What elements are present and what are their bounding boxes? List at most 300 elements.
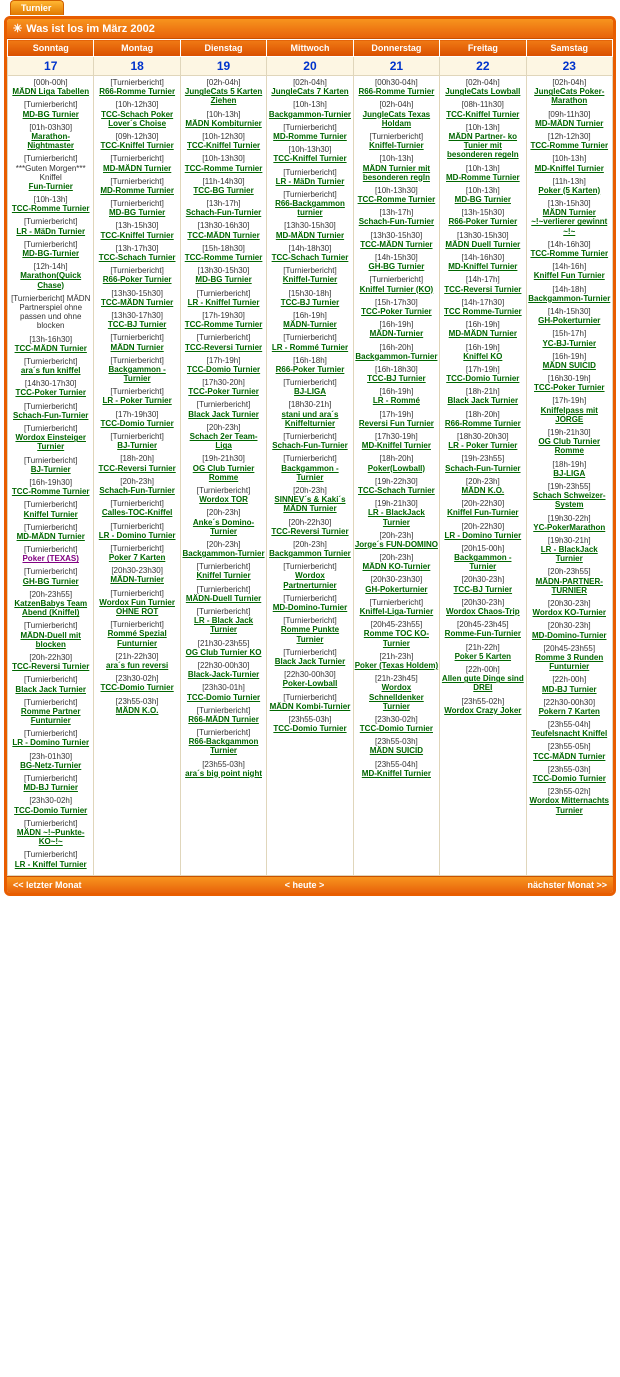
event-link[interactable]: LR - Poker Turnier bbox=[448, 441, 518, 451]
event-link[interactable]: Wordox KO-Turnier bbox=[532, 608, 606, 618]
event-item[interactable] bbox=[95, 154, 178, 172]
event-link[interactable]: TCC-Kniffel Turnier bbox=[446, 109, 520, 119]
event-item[interactable] bbox=[95, 454, 178, 472]
event-item[interactable] bbox=[268, 540, 351, 558]
event-link[interactable]: SINNEV´s & Kaki´s MÄDN Turnier bbox=[274, 495, 346, 514]
event-item[interactable] bbox=[9, 123, 92, 151]
event-item[interactable] bbox=[441, 365, 524, 383]
event-link[interactable]: Schach-Fun-Turnier bbox=[445, 463, 521, 473]
event-item[interactable] bbox=[95, 652, 178, 670]
event-item[interactable] bbox=[355, 343, 438, 361]
event-item[interactable] bbox=[528, 352, 611, 370]
event-link[interactable]: YC-BJ-Turnier bbox=[542, 338, 597, 348]
event-item[interactable] bbox=[528, 599, 611, 617]
event-link[interactable]: Poker (5 Karten) bbox=[538, 185, 601, 195]
event-item[interactable] bbox=[441, 410, 524, 428]
today-link[interactable]: < heute > bbox=[284, 879, 325, 890]
event-link[interactable]: Schach-Fun-Turnier bbox=[99, 485, 175, 495]
event-item[interactable] bbox=[182, 221, 265, 239]
event-link[interactable]: TCC-Kniffel Turnier bbox=[273, 154, 347, 164]
event-item[interactable] bbox=[355, 154, 438, 182]
event-link[interactable]: MD-BG-Turnier bbox=[22, 249, 80, 258]
event-item[interactable] bbox=[268, 486, 351, 514]
event-item[interactable] bbox=[182, 760, 265, 778]
event-link[interactable]: TCC-Kniffel Turnier bbox=[100, 230, 174, 240]
event-item[interactable] bbox=[182, 706, 265, 724]
event-item[interactable] bbox=[9, 675, 92, 693]
event-item[interactable] bbox=[528, 132, 611, 150]
event-link[interactable]: Poker-Lowball bbox=[282, 679, 338, 689]
event-item[interactable] bbox=[9, 796, 92, 814]
event-link[interactable]: TCC-Romme Turnier bbox=[184, 253, 263, 262]
event-link[interactable]: TCC-Kniffel Turnier bbox=[100, 141, 174, 151]
event-link[interactable]: Romme Partner Funturnier bbox=[20, 706, 81, 726]
event-link[interactable]: Pokern 7 Karten bbox=[538, 706, 600, 716]
event-link[interactable]: TCC-Domio Turnier bbox=[100, 418, 174, 428]
event-link[interactable]: Romme 3 Runden Funturnier bbox=[535, 652, 604, 672]
event-link[interactable]: MÄDN Liga Tabellen bbox=[12, 87, 90, 97]
event-item[interactable] bbox=[355, 531, 438, 549]
event-link[interactable]: MD-Domino-Turnier bbox=[532, 630, 607, 640]
event-item[interactable] bbox=[268, 221, 351, 239]
event-item[interactable] bbox=[268, 454, 351, 482]
event-item[interactable] bbox=[182, 639, 265, 657]
event-item[interactable] bbox=[95, 566, 178, 584]
event-item[interactable] bbox=[528, 765, 611, 783]
daynum-20[interactable]: 20 bbox=[267, 57, 353, 76]
event-link[interactable]: TCC-MÄDN Turnier bbox=[533, 751, 606, 761]
event-link[interactable]: TCC-Romme Turnier bbox=[11, 204, 90, 214]
event-link[interactable]: TCC-Romme Turnier bbox=[184, 163, 263, 173]
event-item[interactable] bbox=[95, 333, 178, 351]
event-link[interactable]: Romme-Fun-Turnier bbox=[444, 629, 521, 639]
event-item[interactable] bbox=[9, 752, 92, 770]
event-link[interactable]: GH-BG Turnier bbox=[368, 262, 425, 272]
event-link[interactable]: LR - Domino Turnier bbox=[12, 738, 90, 748]
event-link[interactable]: TCC-Reversi Turnier bbox=[184, 342, 263, 352]
event-link[interactable]: Kniffel-Turnier bbox=[369, 141, 424, 151]
event-item[interactable] bbox=[182, 683, 265, 701]
event-link[interactable]: Backgammon-Turnier bbox=[268, 109, 352, 119]
event-item[interactable] bbox=[355, 410, 438, 428]
event-link[interactable]: KatzenBabys Team Abend (Kniffel) bbox=[14, 599, 88, 618]
event-item[interactable] bbox=[95, 289, 178, 307]
event-item[interactable] bbox=[528, 199, 611, 236]
event-item[interactable] bbox=[355, 674, 438, 711]
event-item[interactable] bbox=[355, 298, 438, 316]
event-item[interactable] bbox=[9, 729, 92, 747]
event-link[interactable]: MÄDN Turnier bbox=[110, 342, 164, 352]
event-link[interactable]: Backgammon - Turnier bbox=[454, 553, 512, 572]
event-link[interactable]: Fun-Turnier bbox=[28, 181, 73, 191]
event-item[interactable] bbox=[441, 477, 524, 495]
event-item[interactable] bbox=[355, 231, 438, 249]
event-item[interactable] bbox=[9, 424, 92, 452]
event-link[interactable]: Wordox Einsteiger Turnier bbox=[15, 433, 86, 452]
event-item[interactable] bbox=[268, 432, 351, 450]
event-link[interactable]: TCC-Schach Poker Lover´s Choise bbox=[101, 109, 174, 128]
event-item[interactable] bbox=[355, 100, 438, 128]
event-link[interactable]: MD-MÄDN Turnier bbox=[16, 531, 85, 541]
event-link[interactable]: MÄDN Kombiturnier bbox=[185, 118, 262, 128]
event-link[interactable]: Wordox Mitternachts Turnier bbox=[529, 796, 609, 815]
event-link[interactable]: TCC-Romme Turnier bbox=[184, 320, 263, 330]
event-link[interactable]: MD-MÄDN Turnier bbox=[448, 329, 517, 339]
event-link[interactable]: TCC-Poker Turnier bbox=[15, 388, 86, 398]
event-item[interactable] bbox=[355, 432, 438, 450]
event-item[interactable] bbox=[441, 275, 524, 293]
event-item[interactable] bbox=[528, 675, 611, 693]
event-item[interactable] bbox=[441, 620, 524, 638]
event-link[interactable]: TCC-Reversi Turnier bbox=[12, 662, 90, 672]
event-item[interactable] bbox=[95, 221, 178, 239]
event-item[interactable] bbox=[268, 616, 351, 644]
event-item[interactable] bbox=[182, 607, 265, 635]
event-item[interactable] bbox=[441, 253, 524, 271]
event-link[interactable]: LR - Poker Turnier bbox=[102, 396, 172, 406]
event-item[interactable] bbox=[441, 697, 524, 715]
event-link[interactable]: BJ-Turnier bbox=[30, 464, 71, 474]
event-link[interactable]: TCC-Domio Turnier bbox=[359, 724, 433, 734]
event-link[interactable]: OG Club Turnier Romme bbox=[538, 437, 601, 456]
event-item[interactable] bbox=[355, 553, 438, 571]
event-link[interactable]: TCC-Domio Turnier bbox=[100, 683, 174, 693]
event-link[interactable]: Wordox Schnelldenker Turnier bbox=[369, 683, 424, 711]
event-link[interactable]: Schach Schweizer-System bbox=[533, 491, 606, 510]
event-link[interactable]: MÄDN Turnier mit besonderen regln bbox=[362, 163, 431, 182]
event-link[interactable]: MÄDN-Duell Turnier bbox=[185, 593, 262, 603]
event-link[interactable]: TCC-MÄDN Turnier bbox=[187, 230, 260, 240]
event-item[interactable] bbox=[355, 320, 438, 338]
event-link[interactable]: Poker (TEXAS) bbox=[22, 554, 79, 564]
event-item[interactable] bbox=[268, 100, 351, 118]
event-item[interactable] bbox=[9, 456, 92, 474]
event-item[interactable] bbox=[528, 482, 611, 510]
event-link[interactable]: R66-Poker Turnier bbox=[448, 217, 518, 227]
event-item[interactable] bbox=[528, 374, 611, 392]
event-item[interactable] bbox=[441, 320, 524, 338]
event-item[interactable] bbox=[528, 514, 611, 532]
event-link[interactable]: MD-Romme Turnier bbox=[273, 131, 347, 141]
event-item[interactable] bbox=[441, 544, 524, 572]
next-month-link[interactable]: nächster Monat >> bbox=[527, 879, 607, 890]
event-link[interactable]: Schach-Fun-Turnier bbox=[272, 441, 348, 451]
event-link[interactable]: Kniffel Fun Turnier bbox=[533, 271, 605, 281]
event-link[interactable]: LR - Black Jack Turnier bbox=[193, 616, 254, 635]
event-item[interactable] bbox=[441, 432, 524, 450]
event-link[interactable]: TCC-Poker Turnier bbox=[361, 306, 432, 316]
event-link[interactable]: R66-Backgammon turnier bbox=[275, 199, 345, 218]
event-item[interactable] bbox=[528, 307, 611, 325]
event-item[interactable] bbox=[95, 589, 178, 617]
event-item[interactable] bbox=[441, 575, 524, 593]
event-item[interactable] bbox=[95, 544, 178, 562]
event-item[interactable] bbox=[9, 850, 92, 868]
event-link[interactable]: LR - Rommé bbox=[372, 396, 420, 406]
event-item[interactable] bbox=[441, 164, 524, 182]
event-link[interactable]: MD-Romme Turnier bbox=[446, 172, 520, 182]
event-link[interactable]: BJ-LIGA bbox=[553, 468, 586, 478]
event-link[interactable]: TCC-Romme Turnier bbox=[11, 487, 90, 497]
event-link[interactable]: Black Jack Turnier bbox=[15, 684, 86, 694]
event-link[interactable]: GH-BG Turnier bbox=[22, 576, 79, 586]
daynum-18[interactable]: 18 bbox=[94, 57, 180, 76]
event-item[interactable] bbox=[268, 594, 351, 612]
event-link[interactable]: MÄDN-Duell mit blocken bbox=[20, 630, 81, 649]
event-item[interactable] bbox=[441, 454, 524, 472]
event-item[interactable] bbox=[182, 454, 265, 482]
event-item[interactable] bbox=[441, 499, 524, 517]
event-link[interactable]: Wordox Fun Turnier OHNE ROT bbox=[99, 597, 175, 616]
event-link[interactable]: TCC-Romme Turnier bbox=[530, 141, 609, 151]
event-link[interactable]: Kniffel Fun-Turnier bbox=[447, 508, 519, 518]
event-link[interactable]: LR - Rommé Turnier bbox=[271, 342, 349, 352]
event-link[interactable]: TCC-Domio Turnier bbox=[446, 374, 520, 384]
event-item[interactable] bbox=[528, 536, 611, 564]
event-link[interactable]: Teufelsnacht Kniffel bbox=[531, 729, 608, 739]
event-item[interactable] bbox=[95, 522, 178, 540]
event-link[interactable]: Allen gute Dinge sind DREI bbox=[441, 674, 524, 693]
event-item[interactable] bbox=[268, 123, 351, 141]
event-item[interactable] bbox=[441, 298, 524, 316]
event-link[interactable]: TCC-MÄDN Turnier bbox=[360, 239, 433, 249]
event-link[interactable]: MD-Romme Turnier bbox=[100, 185, 174, 195]
event-item[interactable] bbox=[528, 396, 611, 424]
event-item[interactable] bbox=[355, 575, 438, 593]
event-link[interactable]: MÄDN KO-Turnier bbox=[362, 562, 431, 572]
event-item[interactable] bbox=[355, 365, 438, 383]
event-link[interactable]: LR - MäDn Turnier bbox=[16, 226, 86, 236]
event-link[interactable]: MÄDN Duell Turnier bbox=[445, 239, 521, 249]
event-link[interactable]: Kniffelpass mit JORGE bbox=[540, 405, 598, 424]
event-item[interactable] bbox=[528, 240, 611, 258]
event-item[interactable] bbox=[528, 78, 611, 106]
event-item[interactable] bbox=[9, 154, 92, 191]
event-item[interactable] bbox=[95, 311, 178, 329]
event-link[interactable]: Calles-TOC-Kniffel bbox=[101, 508, 173, 518]
event-item[interactable] bbox=[441, 78, 524, 96]
event-link[interactable]: Schach-Fun-Turnier bbox=[185, 208, 262, 218]
event-link[interactable]: Backgammon - Turnier bbox=[108, 364, 166, 384]
event-item[interactable] bbox=[441, 665, 524, 693]
event-item[interactable] bbox=[355, 208, 438, 226]
event-item[interactable] bbox=[182, 508, 265, 536]
event-link[interactable]: OG Club Turnier KO bbox=[185, 647, 262, 657]
event-link[interactable]: MD-BJ Turnier bbox=[542, 684, 597, 694]
event-link[interactable]: Wordox Crazy Joker bbox=[444, 705, 522, 715]
event-item[interactable] bbox=[182, 356, 265, 374]
event-item[interactable] bbox=[268, 693, 351, 711]
event-link[interactable]: MD-Kniffel Turnier bbox=[361, 768, 431, 778]
event-item[interactable] bbox=[441, 100, 524, 118]
event-item[interactable] bbox=[355, 275, 438, 293]
event-link[interactable]: MÄDN Kombi-Turnier bbox=[269, 701, 351, 711]
event-item[interactable] bbox=[355, 620, 438, 648]
daynum-17[interactable]: 17 bbox=[8, 57, 94, 76]
event-link[interactable]: YC-PokerMarathon bbox=[533, 522, 606, 532]
event-link[interactable]: Wordox Partnerturnier bbox=[283, 571, 337, 590]
event-link[interactable]: R66-Poker Turnier bbox=[102, 275, 172, 285]
event-link[interactable]: MD-BJ Turnier bbox=[23, 783, 78, 793]
event-link[interactable]: Marathon(Quick Chase) bbox=[20, 271, 82, 290]
event-item[interactable] bbox=[182, 378, 265, 396]
event-link[interactable]: Kniffel Turnier bbox=[196, 571, 251, 581]
event-item[interactable] bbox=[95, 499, 178, 517]
event-item[interactable] bbox=[182, 423, 265, 451]
event-item[interactable] bbox=[355, 715, 438, 733]
event-link[interactable]: TCC-BJ Turnier bbox=[107, 320, 167, 330]
event-link[interactable]: R66-Backgammon Turnier bbox=[188, 737, 259, 756]
event-item[interactable] bbox=[528, 110, 611, 128]
tab-turnier[interactable]: Turnier bbox=[10, 0, 64, 15]
event-item[interactable] bbox=[9, 357, 92, 375]
event-link[interactable]: Schach-Fun-Turnier bbox=[13, 410, 89, 420]
event-item[interactable] bbox=[182, 486, 265, 504]
event-link[interactable]: MD-Domino-Turnier bbox=[272, 603, 348, 612]
event-link[interactable]: Black Jack Turnier bbox=[274, 656, 346, 666]
event-item[interactable] bbox=[9, 379, 92, 397]
event-link[interactable]: Black Jack Turnier bbox=[447, 396, 519, 406]
event-link[interactable]: MD-BG Turnier bbox=[454, 195, 511, 205]
event-link[interactable]: MÄDN-PARTNER-TURNIER bbox=[535, 576, 603, 595]
event-link[interactable]: Poker 7 Karten bbox=[108, 553, 166, 563]
event-item[interactable] bbox=[528, 720, 611, 738]
event-item[interactable] bbox=[441, 387, 524, 405]
event-link[interactable]: TCC-Reversi Turnier bbox=[271, 526, 349, 536]
event-item[interactable] bbox=[268, 356, 351, 374]
event-item[interactable] bbox=[95, 674, 178, 692]
event-item[interactable] bbox=[9, 774, 92, 792]
event-item[interactable] bbox=[182, 154, 265, 172]
event-item[interactable] bbox=[268, 289, 351, 307]
event-item[interactable] bbox=[182, 728, 265, 756]
event-item[interactable] bbox=[95, 100, 178, 128]
event-link[interactable]: MÄDN SUICID bbox=[369, 746, 424, 756]
event-item[interactable] bbox=[95, 266, 178, 284]
event-link[interactable]: TCC-Domio Turnier bbox=[186, 364, 261, 374]
event-link[interactable]: Poker 5 Karten bbox=[454, 651, 512, 661]
event-link[interactable]: TCC-Reversi Turnier bbox=[98, 463, 176, 473]
event-item[interactable] bbox=[95, 410, 178, 428]
daynum-22[interactable]: 22 bbox=[440, 57, 526, 76]
event-item[interactable] bbox=[268, 378, 351, 396]
event-link[interactable]: TCC-Poker Turnier bbox=[534, 383, 605, 393]
event-item[interactable] bbox=[182, 244, 265, 262]
event-link[interactable]: MD-BG Turnier bbox=[108, 208, 166, 218]
event-item[interactable] bbox=[182, 562, 265, 580]
event-link[interactable]: JungleCats 5 Karten Ziehen bbox=[184, 87, 263, 106]
event-item[interactable] bbox=[355, 253, 438, 271]
event-link[interactable]: R66-Poker Turnier bbox=[275, 364, 345, 374]
event-link[interactable]: TCC-Schach Turnier bbox=[271, 253, 349, 262]
event-item[interactable] bbox=[95, 132, 178, 150]
event-item[interactable] bbox=[268, 715, 351, 733]
event-item[interactable] bbox=[182, 540, 265, 558]
prev-month-link[interactable]: << letzter Monat bbox=[13, 879, 82, 890]
event-link[interactable]: JungleCats 7 Karten bbox=[271, 87, 349, 97]
event-link[interactable]: MÄDN-Turnier bbox=[110, 575, 164, 585]
event-item[interactable] bbox=[268, 190, 351, 218]
event-item[interactable] bbox=[9, 500, 92, 518]
event-link[interactable]: JungleCats Texas Holdam bbox=[362, 109, 431, 128]
event-link[interactable]: Wordox TOR bbox=[199, 495, 248, 505]
event-link[interactable]: Black-Jack-Turnier bbox=[187, 670, 260, 680]
event-link[interactable]: BJ-LIGA bbox=[293, 387, 326, 397]
event-link[interactable]: LR - Kniffel Turnier bbox=[14, 859, 87, 869]
event-item[interactable] bbox=[268, 562, 351, 590]
event-link[interactable]: Backgammon-Turnier bbox=[182, 549, 265, 559]
event-item[interactable] bbox=[528, 177, 611, 195]
event-link[interactable]: TCC-Romme Turnier bbox=[357, 195, 436, 205]
event-item[interactable] bbox=[9, 402, 92, 420]
event-item[interactable] bbox=[182, 177, 265, 195]
event-item[interactable] bbox=[182, 585, 265, 603]
event-item[interactable] bbox=[9, 78, 92, 96]
event-item[interactable] bbox=[355, 499, 438, 527]
event-item[interactable] bbox=[9, 240, 92, 258]
daynum-21[interactable]: 21 bbox=[353, 57, 439, 76]
event-link[interactable]: MD-BG Turnier bbox=[195, 275, 252, 285]
event-link[interactable]: MÄDN K.O. bbox=[115, 705, 159, 715]
event-link[interactable]: R66-Romme Turnier bbox=[358, 87, 435, 97]
event-item[interactable] bbox=[528, 644, 611, 672]
event-item[interactable] bbox=[9, 698, 92, 726]
event-item[interactable] bbox=[9, 567, 92, 585]
event-item[interactable] bbox=[355, 78, 438, 96]
event-link[interactable]: MÄDN ~!~Punkte-KO~!~ bbox=[16, 827, 85, 847]
event-link[interactable]: ara´s big point night bbox=[185, 768, 262, 778]
event-item[interactable] bbox=[268, 670, 351, 688]
event-link[interactable]: LR - Domino Turnier bbox=[98, 530, 176, 540]
event-item[interactable] bbox=[182, 199, 265, 217]
event-item[interactable] bbox=[528, 567, 611, 595]
event-link[interactable]: Backgammon-Turnier bbox=[528, 293, 611, 303]
event-link[interactable]: Backgammon - Turnier bbox=[281, 463, 339, 482]
event-link[interactable]: R66-MÄDN Turnier bbox=[188, 714, 259, 724]
event-link[interactable]: Kniffel-Liga-Turnier bbox=[359, 607, 434, 616]
event-link[interactable]: Kniffel-Turnier bbox=[282, 275, 338, 285]
event-item[interactable] bbox=[355, 477, 438, 495]
event-item[interactable] bbox=[95, 78, 178, 96]
event-link[interactable]: TCC-Domio Turnier bbox=[273, 724, 347, 734]
event-link[interactable]: R66-Romme Turnier bbox=[99, 87, 176, 97]
event-item[interactable] bbox=[355, 652, 438, 670]
event-link[interactable]: TCC-Schach Turnier bbox=[358, 485, 435, 495]
event-item[interactable] bbox=[95, 199, 178, 217]
event-link[interactable]: JungleCats Lowball bbox=[445, 87, 521, 97]
event-item[interactable] bbox=[182, 661, 265, 679]
event-item[interactable] bbox=[9, 523, 92, 541]
event-item[interactable] bbox=[355, 760, 438, 778]
event-link[interactable]: JungleCats Poker-Marathon bbox=[534, 87, 605, 106]
event-link[interactable]: MD-MÄDN Turnier bbox=[102, 163, 172, 173]
event-link[interactable]: LR - MäDn Turnier bbox=[275, 176, 345, 186]
event-link[interactable]: TCC-Domio Turnier bbox=[186, 692, 261, 702]
event-item[interactable] bbox=[9, 590, 92, 618]
event-item[interactable] bbox=[528, 460, 611, 478]
event-link[interactable]: MD-MÄDN Turnier bbox=[535, 118, 604, 128]
event-item[interactable] bbox=[528, 428, 611, 456]
event-link[interactable]: TCC-MÄDN Turnier bbox=[14, 343, 87, 353]
event-link[interactable]: MÄDN SUICID bbox=[542, 360, 596, 370]
event-link[interactable]: TCC-Romme Turnier bbox=[530, 249, 609, 258]
event-item[interactable] bbox=[528, 329, 611, 347]
event-link[interactable]: TCC-BJ Turnier bbox=[280, 297, 340, 307]
event-link[interactable]: Backgammon-Turnier bbox=[355, 351, 438, 361]
event-link[interactable]: ara´s fun kniffel bbox=[20, 366, 81, 376]
event-link[interactable]: GH-Pokerturnier bbox=[365, 584, 428, 594]
event-item[interactable] bbox=[95, 697, 178, 715]
